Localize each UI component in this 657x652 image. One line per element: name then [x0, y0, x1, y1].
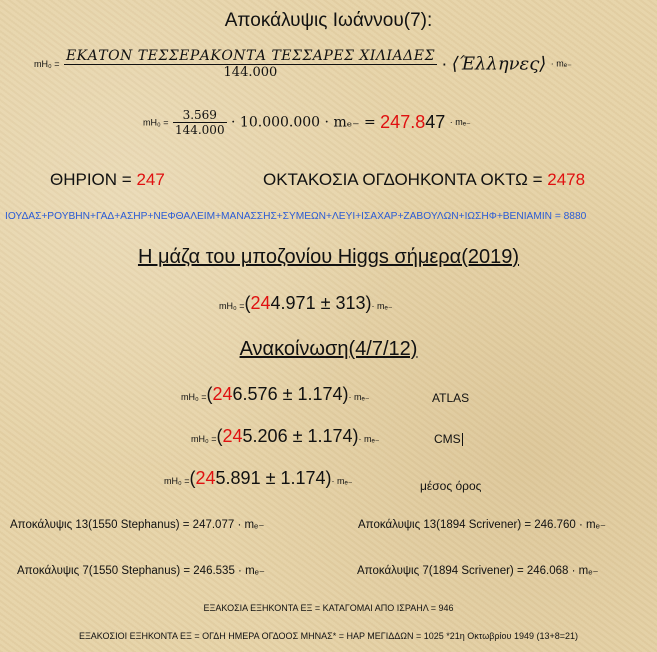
average-open: ( — [189, 468, 196, 488]
atlas-red: 24 — [212, 384, 233, 404]
multiply-dot: · — [441, 53, 448, 74]
atlas-open: ( — [206, 384, 213, 404]
fraction-2 — [173, 108, 227, 137]
result-rest-digits: 47 — [425, 112, 446, 132]
ellines-term: ⟨Έλληνες⟩ — [451, 53, 547, 75]
footer-line-2: ΕΞΑΚΟΣΙΟΙ ΕΞΗΚΟΝΤΑ ΕΞ = ΟΓΔΗ ΗΜΕΡΑ ΟΓΔΟΟΣ ΜΗΝΑΣ* = ΗΑΡ ΜΕΓΙΔΔΩΝ = 1025 *21η Οκτωβρίου 1949 (13+8=21) — [78, 631, 579, 641]
equation-2 — [143, 108, 471, 137]
mass-symbol: mH₀ = — [219, 301, 245, 311]
atlas-note: ATLAS — [432, 391, 470, 405]
higgs-now-open: ( — [244, 293, 251, 313]
cms-note-text: CMS — [434, 432, 461, 446]
rev7-scrivener: Αποκάλυψις 7(1894 Scrivener) = 246.068 · mₑ₋ — [357, 565, 599, 577]
heading-announcement: Ανακοίνωση(4/7/12) — [239, 338, 418, 360]
electron-mass-unit: · mₑ₋ — [550, 58, 572, 69]
therion-line — [50, 170, 165, 190]
tribes-line: ΙΟΥΔΑΣ+ΡΟΥΒΗΝ+ΓΑΔ+ΑΣΗΡ+ΝΕΦΘΑΛΕΙΜ+ΜΑΝΑΣΣΗΣ+ΣΥΜΕΩΝ+ΛΕΥΙ+ΙΣΑΧΑΡ+ΖΑΒΟΥΛΩΝ+ΙΩΣΗΦ+ΒΕΝΙΑΜΙΝ = 8880 — [5, 211, 587, 222]
fraction-2-numerator: 3.569 — [173, 108, 227, 123]
average-note: μέσος όρος — [420, 479, 482, 493]
result-red-digits: 247.8 — [380, 112, 426, 132]
cms-rest: 5.206 ± 1.174) — [242, 426, 359, 446]
electron-mass-unit: · mₑ₋ — [449, 117, 471, 127]
rev13-scrivener: Αποκάλυψις 13(1894 Scrivener) = 246.760 · mₑ₋ — [358, 519, 606, 531]
higgs-now-equation — [219, 293, 393, 314]
mass-symbol: mH₀ = — [164, 476, 190, 486]
footer-line-1: ΕΞΑΚΟΣΙΑ ΕΞΗΚΟΝΤΑ ΕΞ = ΚΑΤΑΓΟΜΑΙ ΑΠΟ ΙΣΡΑΗΛ = 946 — [203, 603, 454, 613]
text-cursor — [462, 433, 463, 446]
heading-higgs: Η μάζα του μποζονίου Higgs σήμερα(2019) — [137, 246, 520, 268]
equation-1 — [34, 48, 572, 80]
cms-note — [434, 432, 463, 446]
measurement-cms — [191, 426, 380, 447]
mass-symbol: mH₀ = — [191, 434, 217, 444]
rev13-stephanus: Αποκάλυψις 13(1550 Stephanus) = 247.077 · mₑ₋ — [10, 519, 265, 531]
oktakosia-label: ΟΚΤΑΚΟΣΙΑ ΟΓΔΟΗΚΟΝΤΑ ΟΚΤΩ = — [263, 170, 543, 189]
fraction-1-numerator: ΕΚΑΤΟΝ ΤΕΣΣΕΡΑΚΟΝΤΑ ΤΕΣΣΑΡΕΣ ΧΙΛΙΑΔΕΣ — [65, 48, 435, 64]
electron-mass-unit: · mₑ₋ — [371, 301, 393, 311]
average-red: 24 — [195, 468, 216, 488]
cms-open: ( — [216, 426, 223, 446]
oktakosia-value: 2478 — [547, 170, 586, 189]
mass-symbol: mH₀ = — [34, 59, 60, 69]
electron-mass-unit: · mₑ₋ — [358, 434, 380, 444]
rev7-stephanus: Αποκάλυψις 7(1550 Stephanus) = 246.535 · mₑ₋ — [17, 565, 265, 577]
fraction-1 — [64, 48, 437, 80]
multiplier: · 10.000.000 · mₑ₋ = — [231, 114, 376, 131]
higgs-now-red: 24 — [250, 293, 271, 313]
average-rest: 5.891 ± 1.174) — [215, 468, 332, 488]
higgs-now-rest: 4.971 ± 313) — [270, 293, 372, 313]
fraction-1-denominator: 144.000 — [223, 65, 278, 80]
electron-mass-unit: · mₑ₋ — [331, 476, 353, 486]
measurement-atlas — [181, 384, 370, 405]
page-title: Αποκάλυψις Ιωάννου(7): — [224, 10, 433, 31]
measurement-average — [164, 468, 353, 489]
oktakosia-line — [263, 170, 585, 190]
result-value — [380, 112, 445, 132]
fraction-2-denominator: 144.000 — [174, 123, 225, 137]
mass-symbol: mH₀ = — [143, 117, 169, 128]
atlas-rest: 6.576 ± 1.174) — [232, 384, 349, 404]
therion-value: 247 — [136, 170, 165, 189]
mass-symbol: mH₀ = — [181, 392, 207, 402]
electron-mass-unit: · mₑ₋ — [348, 392, 370, 402]
therion-label: ΘΗΡΙΟΝ = — [50, 170, 132, 189]
cms-red: 24 — [222, 426, 243, 446]
